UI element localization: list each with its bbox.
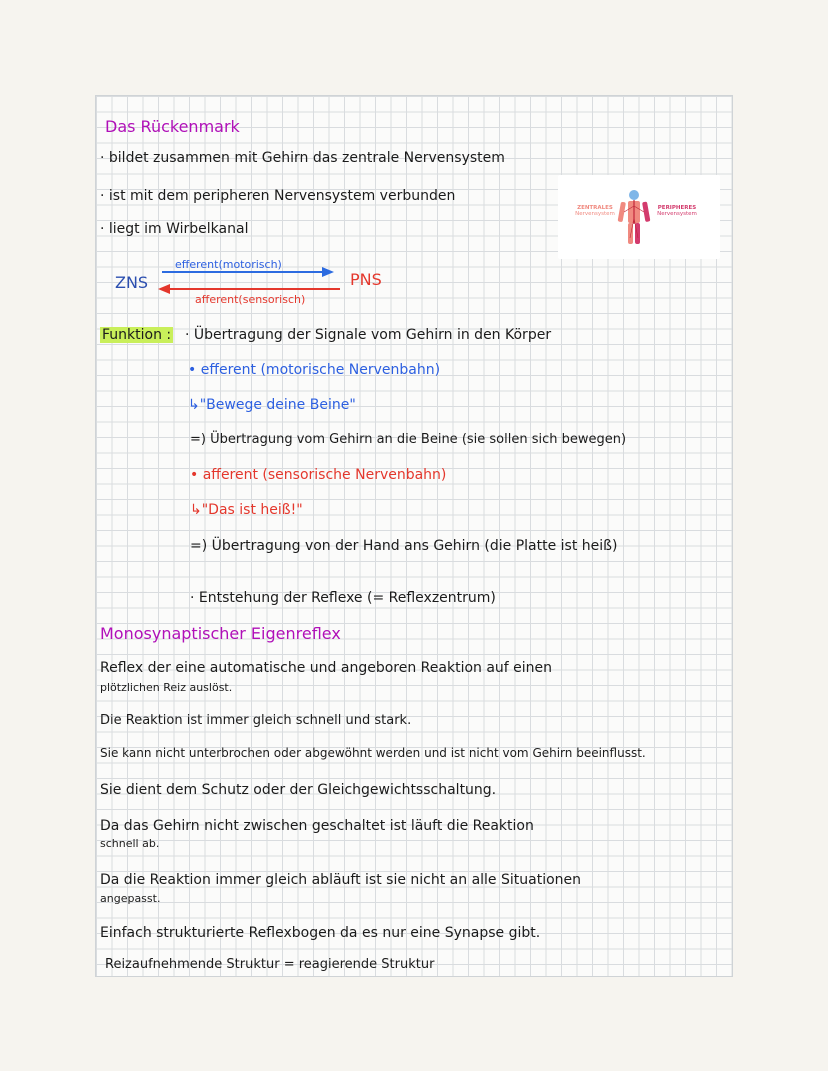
funktion-item: =) Übertragung von der Hand ans Gehirn (die Platte ist heiß) [190,538,618,554]
bullet-text: ist mit dem peripheren Nervensystem verbunden [108,188,456,204]
text-line: Sie dient dem Schutz oder der Gleichgewichtsschaltung. [100,782,497,798]
efferent-label: efferent(motorisch) [175,258,282,271]
bullet-text: bildet zusammen mit Gehirn das zentrale Nervensystem [108,150,505,166]
human-figure-icon [616,188,652,246]
text-line: Reflex der eine automatische und angeboren Reaktion auf einen [100,660,553,676]
afferent-arrowhead [158,284,170,294]
text-line: angepasst. [100,892,161,905]
text-line: Sie kann nicht unterbrochen oder abgewöhnt werden und ist nicht vom Gehirn beeinflusst. [100,746,646,760]
text-line: Einfach strukturierte Reflexbogen da es nur eine Synapse gibt. [100,925,541,941]
funktion-label: Funktion : [102,327,172,343]
text-line: plötzlichen Reiz auslöst. [100,681,233,694]
text-line: Reizaufnehmende Struktur = reagierende Struktur [105,957,435,972]
funktion-item: · Übertragung der Signale vom Gehirn in den Körper [185,327,552,343]
funktion-item: • efferent (motorische Nervenbahn) [188,362,441,378]
bullet-item: · bildet zusammen mit Gehirn das zentrale Nervensystem [100,150,505,166]
section-heading: Monosynaptischer Eigenreflex [100,624,341,643]
text-line: schnell ab. [100,837,160,850]
text-line: Da die Reaktion immer gleich abläuft ist sie nicht an alle Situationen [100,872,582,888]
text-line: Da das Gehirn nicht zwischen geschaltet ist läuft die Reaktion [100,818,534,834]
page-title: Das Rückenmark [105,117,240,136]
nervous-system-illustration [558,175,720,259]
funktion-item: ↳"Bewege deine Beine" [188,397,356,413]
central-label: ZENTRALES Nervensystem [575,205,615,217]
peripheral-label: PERIPHERES Nervensystem [657,205,697,217]
efferent-arrowhead [322,267,334,277]
bullet-text: liegt im Wirbelkanal [108,221,249,237]
bullet-item: · liegt im Wirbelkanal [100,221,249,237]
afferent-label: afferent(sensorisch) [195,293,306,306]
zns-label: ZNS [115,273,149,292]
text-line: Die Reaktion ist immer gleich schnell und stark. [100,713,412,728]
funktion-item: · Entstehung der Reflexe (= Reflexzentrum) [190,590,496,606]
funktion-item: ↳"Das ist heiß!" [190,502,303,518]
funktion-item: • afferent (sensorische Nervenbahn) [190,467,447,483]
bullet-item: · ist mit dem peripheren Nervensystem verbunden [100,188,456,204]
funktion-item: =) Übertragung vom Gehirn an die Beine (sie sollen sich bewegen) [190,432,627,447]
pns-label: PNS [350,270,382,289]
